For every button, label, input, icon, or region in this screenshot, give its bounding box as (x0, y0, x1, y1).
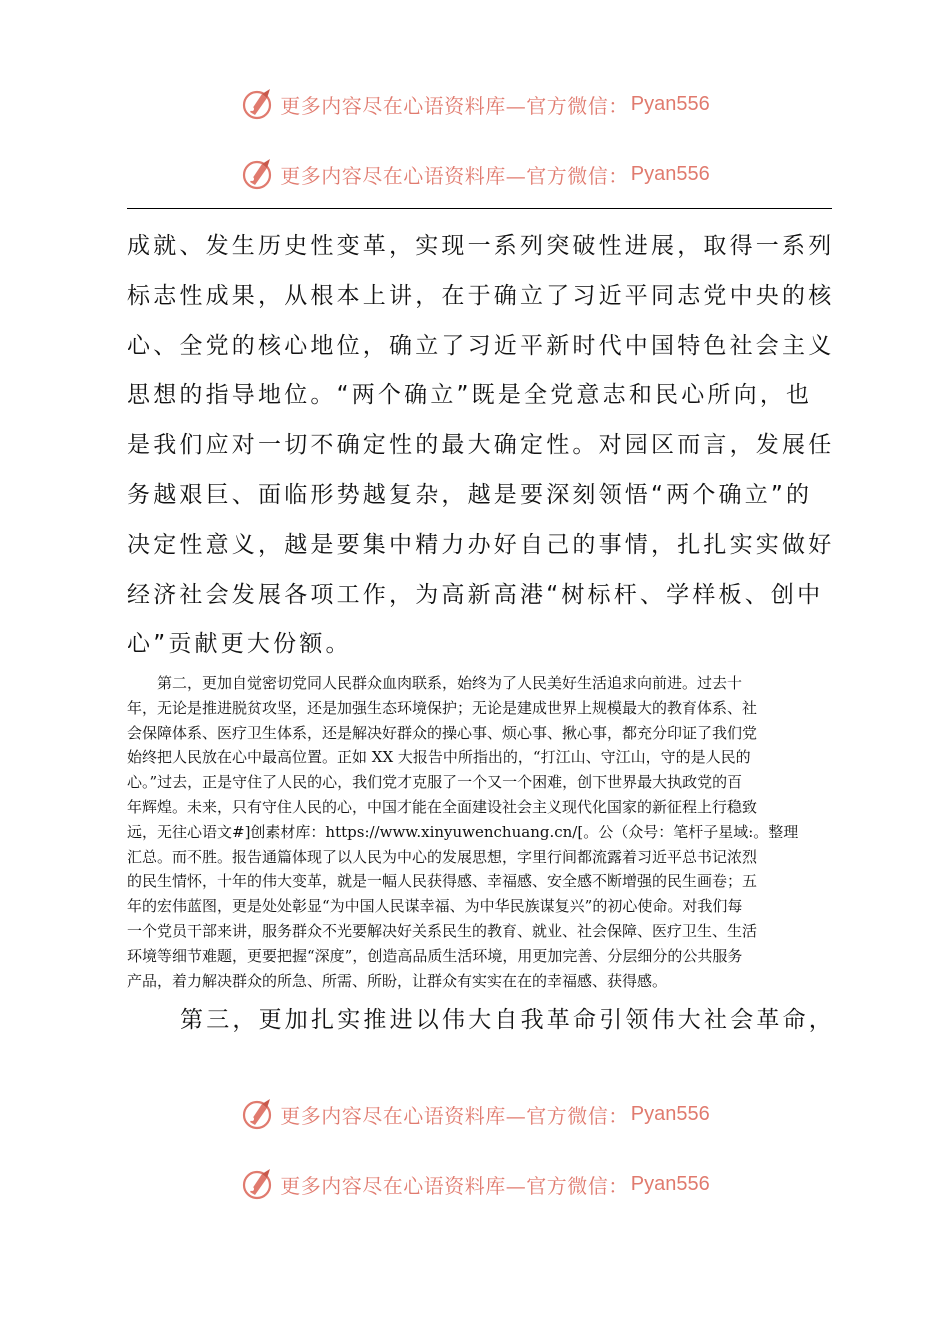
text-line: 年的宏伟蓝图，更是处处彰显“为中国人民谋幸福、为中华民族谋复兴”的初心使命。对我们每 (127, 897, 743, 916)
paragraph-heading-third: 第三，更加扎实推进以伟大自我革命引领伟大社会革命， (180, 1007, 835, 1033)
text-line: 标志性成果，从根本上讲，在于确立了习近平同志党中央的核 (127, 282, 835, 309)
text-line: 汇总。而不胜。报告通篇体现了以人民为中心的发展思想，字里行间都流露着习近平总书记浓烈 (127, 847, 758, 866)
pen-nib-circle-icon (240, 1166, 276, 1202)
paragraph-large (127, 222, 833, 670)
text-line: 第二，更加自觉密切党同人民群众血肉联系，始终为了人民美好生活追求向前进。过去十 (127, 674, 743, 692)
text-line: 始终把人民放在心中最高位置。正如 XX 大报告中所指出的，“打江山、守江山，守的是人民的 (127, 748, 751, 767)
text-line: 会保障体系、医疗卫生体系，还是解决好群众的操心事、烦心事、揪心事，都充分印证了我们党 (127, 723, 758, 742)
text-line: 成就、发生历史性变革，实现一系列突破性进展，取得一系列 (127, 233, 835, 259)
watermark-footer-1 (0, 1094, 950, 1134)
text-line: 年辉煌。未来，只有守住人民的心，中国才能在全面建设社会主义现代化国家的新征程上行稳致 (127, 797, 758, 816)
watermark-id: Pyan556 (630, 92, 710, 115)
watermark-text: 更多内容尽在心语资料库—官方微信： (280, 93, 629, 118)
text-line: 决定性意义，越是要集中精力办好自己的事情，扎扎实实做好 (127, 531, 835, 558)
text-line: 产品，着力解决群众的所急、所需、所盼，让群众有实实在在的幸福感、获得感。 (127, 971, 668, 990)
watermark-text: 更多内容尽在心语资料库—官方微信： (280, 1173, 629, 1198)
text-line: 心。”过去，正是守住了人民的心，我们党才克服了一个又一个困难，创下世界最大执政党的百 (127, 773, 743, 792)
paragraph-small (127, 671, 833, 993)
watermark-id: Pyan556 (630, 1172, 710, 1195)
text-line: 心、全党的核心地位，确立了习近平新时代中国特色社会主义 (127, 332, 835, 359)
pen-nib-circle-icon (240, 86, 276, 122)
watermark-footer-2 (0, 1164, 950, 1204)
watermark-header-2 (0, 154, 950, 194)
text-line: 经济社会发展各项工作，为高新高港“树标杆、学样板、创中 (127, 581, 824, 608)
pen-nib-circle-icon (240, 1096, 276, 1132)
watermark-id: Pyan556 (630, 162, 710, 185)
text-line: 环境等细节难题，更要把握“深度”，创造高品质生活环境，用更加完善、分层细分的公共服务 (127, 946, 743, 965)
text-line: 心”贡献更大份额。 (127, 631, 352, 658)
header-divider (127, 208, 832, 209)
text-line: 年，无论是推进脱贫攻坚，还是加强生态环境保护；无论是建成世界上规模最大的教育体系、社 (127, 698, 758, 717)
text-line: 思想的指导地位。“两个确立”既是全党意志和民心所向，也 (127, 382, 813, 409)
text-line: 是我们应对一切不确定性的最大确定性。对园区而言，发展任 (127, 432, 835, 459)
pen-nib-circle-icon (240, 156, 276, 192)
text-line: 一个党员干部来讲，服务群众不光要解决好关系民生的教育、就业、社会保障、医疗卫生、生活 (127, 921, 758, 940)
text-line: 的民生情怀，十年的伟大变革，就是一幅人民获得感、幸福感、安全感不断增强的民生画卷；五 (127, 872, 758, 891)
watermark-text: 更多内容尽在心语资料库—官方微信： (280, 1103, 629, 1128)
watermark-text: 更多内容尽在心语资料库—官方微信： (280, 163, 629, 188)
watermark-header-1 (0, 84, 950, 124)
watermark-id: Pyan556 (630, 1102, 710, 1125)
text-line: 务越艰巨、面临形势越复杂，越是要深刻领悟“两个确立”的 (127, 481, 813, 508)
text-line: 远，无往心语文#]创素材库：https://www.xinyuwenchuang.cn/[。公（众号：笔杆子星域:。整理 (127, 822, 799, 841)
